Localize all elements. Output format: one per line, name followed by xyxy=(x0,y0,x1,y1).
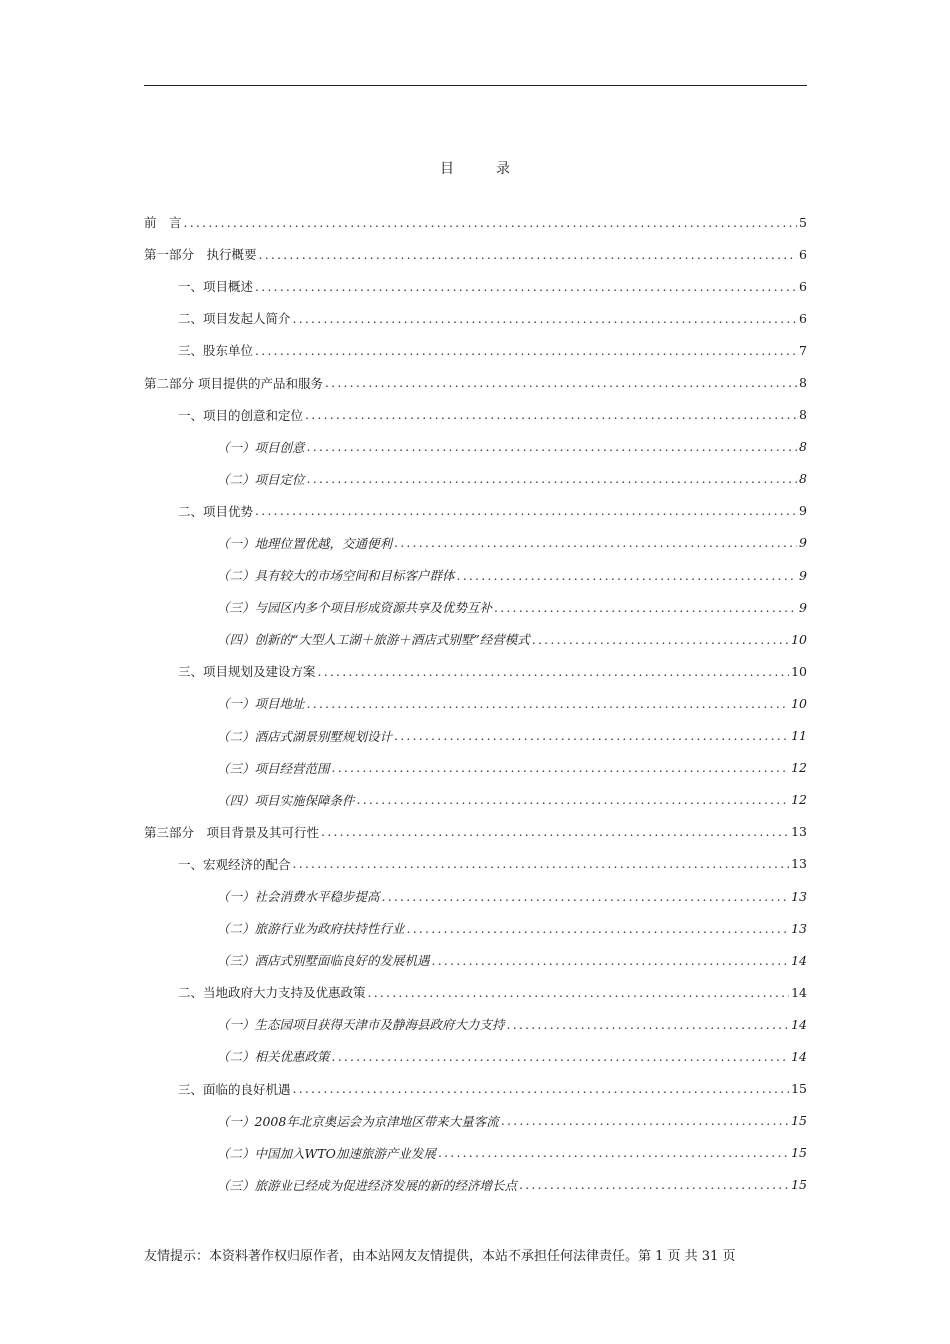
toc-entry-page: 12 xyxy=(791,760,807,776)
toc-dot-leader xyxy=(255,343,797,358)
toc-entry-label: 二、项目优势 xyxy=(178,503,254,519)
toc-entry-page: 6 xyxy=(799,246,807,262)
toc-entry-label: （三）与园区内多个项目形成资源共享及优势互补 xyxy=(217,600,493,616)
toc-entry-page: 5 xyxy=(799,214,807,230)
toc-entry[interactable] xyxy=(144,1105,807,1137)
toc-entry-page: 15 xyxy=(791,1113,807,1129)
toc-entry-page: 7 xyxy=(799,342,807,358)
toc-dot-leader xyxy=(293,1081,790,1096)
toc-entry-label: （二）项目定位 xyxy=(217,471,305,487)
toc-dot-leader xyxy=(507,1017,790,1032)
toc-title: 目 录 xyxy=(440,161,524,177)
toc-entry[interactable] xyxy=(144,1073,807,1105)
toc-dot-leader xyxy=(307,696,790,711)
toc-entry-label: 前 言 xyxy=(144,215,182,231)
toc-entry-label: 二、当地政府大力支持及优惠政策 xyxy=(178,985,366,1001)
toc-entry-label: （一）地理位置优越，交通便利 xyxy=(217,535,393,551)
toc-entry-label: （一）项目创意 xyxy=(217,439,305,455)
toc-entry-page: 14 xyxy=(791,1048,807,1064)
toc-dot-leader xyxy=(357,792,790,807)
toc-entry-label: （二）旅游行业为政府扶持性行业 xyxy=(217,921,405,937)
toc-entry-label: 一、项目概述 xyxy=(178,279,254,295)
toc-dot-leader xyxy=(305,407,797,422)
toc-dot-leader xyxy=(332,1049,790,1064)
toc-entry[interactable] xyxy=(144,912,807,944)
toc-entry-label: 第一部分 执行概要 xyxy=(144,247,257,263)
toc-entry[interactable] xyxy=(144,1169,807,1201)
toc-dot-leader xyxy=(432,953,790,968)
toc-entry[interactable] xyxy=(144,880,807,912)
toc-entry[interactable] xyxy=(144,720,807,752)
toc-entry-page: 13 xyxy=(791,888,807,904)
toc-entry-label: （二）相关优惠政策 xyxy=(217,1049,330,1065)
toc-entry-page: 8 xyxy=(799,375,807,391)
toc-entry-page: 10 xyxy=(791,695,807,711)
toc-entry-label: （三）旅游业已经成为促进经济发展的新的经济增长点 xyxy=(217,1177,518,1193)
toc-entry-page: 12 xyxy=(791,792,807,808)
toc-entry[interactable] xyxy=(144,334,807,366)
table-of-contents xyxy=(144,206,807,1201)
toc-dot-leader xyxy=(255,279,797,294)
toc-entry[interactable] xyxy=(144,495,807,527)
toc-entry[interactable] xyxy=(144,238,807,270)
toc-dot-leader xyxy=(407,921,790,936)
toc-entry-label: （四）创新的“大型人工湖＋旅游＋酒店式别墅”经营模式 xyxy=(217,632,530,648)
toc-entry-label: 三、面临的良好机遇 xyxy=(178,1081,291,1097)
toc-dot-leader xyxy=(382,889,790,904)
toc-dot-leader xyxy=(332,760,790,775)
toc-entry-label: 一、项目的创意和定位 xyxy=(178,407,304,423)
toc-dot-leader xyxy=(184,215,798,230)
toc-entry-page: 6 xyxy=(799,310,807,326)
toc-dot-leader xyxy=(325,375,797,390)
toc-entry[interactable] xyxy=(144,527,807,559)
toc-entry-label: （二）中国加入WTO加速旅游产业发展 xyxy=(217,1145,436,1161)
toc-entry-page: 8 xyxy=(799,407,807,423)
toc-entry-page: 15 xyxy=(791,1177,807,1193)
toc-entry[interactable] xyxy=(144,399,807,431)
toc-entry[interactable] xyxy=(144,463,807,495)
toc-dot-leader xyxy=(321,824,789,839)
toc-entry-page: 8 xyxy=(799,471,807,487)
toc-entry[interactable] xyxy=(144,1040,807,1072)
toc-entry-label: 一、宏观经济的配合 xyxy=(178,856,291,872)
toc-entry-page: 9 xyxy=(799,567,807,583)
toc-entry-page: 9 xyxy=(799,503,807,519)
toc-entry-label: 第三部分 项目背景及其可行性 xyxy=(144,824,320,840)
toc-dot-leader xyxy=(394,728,789,743)
toc-entry-page: 9 xyxy=(799,599,807,615)
toc-entry-label: （三）酒店式别墅面临良好的发展机遇 xyxy=(217,953,430,969)
toc-entry-label: 第二部分 项目提供的产品和服务 xyxy=(144,375,323,391)
toc-entry-page: 11 xyxy=(791,728,807,744)
toc-dot-leader xyxy=(318,664,790,679)
toc-entry-label: （一）项目地址 xyxy=(217,696,305,712)
toc-entry[interactable] xyxy=(144,655,807,687)
toc-entry-page: 15 xyxy=(791,1081,807,1097)
toc-entry[interactable] xyxy=(144,816,807,848)
toc-entry-page: 10 xyxy=(791,663,807,679)
toc-entry[interactable] xyxy=(144,559,807,591)
toc-entry-label: （一）2008年北京奥运会为京津地区带来大量客流 xyxy=(217,1113,499,1129)
toc-entry[interactable] xyxy=(144,784,807,816)
toc-entry-page: 14 xyxy=(791,984,807,1000)
toc-dot-leader xyxy=(293,856,790,871)
toc-dot-leader xyxy=(307,471,798,486)
toc-entry[interactable] xyxy=(144,1137,807,1169)
toc-entry-page: 8 xyxy=(799,439,807,455)
toc-entry-page: 13 xyxy=(791,824,807,840)
toc-entry-label: （一）社会消费水平稳步提高 xyxy=(217,889,380,905)
toc-dot-leader xyxy=(259,247,798,262)
toc-entry-page: 6 xyxy=(799,278,807,294)
toc-entry[interactable] xyxy=(144,1008,807,1040)
toc-dot-leader xyxy=(394,535,797,550)
toc-dot-leader xyxy=(307,439,798,454)
toc-entry-page: 10 xyxy=(791,631,807,647)
toc-entry[interactable] xyxy=(144,431,807,463)
toc-entry[interactable] xyxy=(144,976,807,1008)
toc-entry[interactable] xyxy=(144,591,807,623)
toc-entry-page: 14 xyxy=(791,1016,807,1032)
toc-dot-leader xyxy=(368,985,790,1000)
toc-entry-label: 二、项目发起人简介 xyxy=(178,311,291,327)
toc-entry-label: 三、股东单位 xyxy=(178,343,254,359)
toc-entry[interactable] xyxy=(144,944,807,976)
toc-entry-label: （二）酒店式湖景别墅规划设计 xyxy=(217,728,393,744)
toc-dot-leader xyxy=(501,1113,789,1128)
toc-dot-leader xyxy=(255,503,797,518)
toc-entry-page: 15 xyxy=(791,1145,807,1161)
toc-entry[interactable] xyxy=(144,206,807,238)
toc-entry-page: 13 xyxy=(791,920,807,936)
toc-entry-label: 三、项目规划及建设方案 xyxy=(178,664,316,680)
toc-dot-leader xyxy=(438,1145,789,1160)
toc-entry-label: （一）生态园项目获得天津市及静海县政府大力支持 xyxy=(217,1017,505,1033)
toc-dot-leader xyxy=(494,600,797,615)
page-footer: 友情提示：本资料著作权归原作者，由本站网友友情提供，本站不承担任何法律责任。第 1 页 共 31 页 xyxy=(144,1249,736,1264)
toc-entry[interactable] xyxy=(144,752,807,784)
toc-dot-leader xyxy=(532,632,789,647)
header-rule xyxy=(144,85,807,86)
toc-entry-page: 9 xyxy=(799,535,807,551)
toc-entry-page: 13 xyxy=(791,856,807,872)
toc-dot-leader xyxy=(293,311,798,326)
toc-entry[interactable] xyxy=(144,848,807,880)
toc-entry[interactable] xyxy=(144,366,807,398)
toc-entry[interactable] xyxy=(144,302,807,334)
toc-dot-leader xyxy=(457,568,798,583)
toc-entry[interactable] xyxy=(144,687,807,719)
toc-entry-label: （二）具有较大的市场空间和目标客户群体 xyxy=(217,568,455,584)
toc-entry-page: 14 xyxy=(791,952,807,968)
toc-dot-leader xyxy=(519,1177,789,1192)
toc-entry-label: （三）项目经营范围 xyxy=(217,760,330,776)
toc-entry[interactable] xyxy=(144,270,807,302)
toc-entry-label: （四）项目实施保障条件 xyxy=(217,792,355,808)
toc-entry[interactable] xyxy=(144,623,807,655)
